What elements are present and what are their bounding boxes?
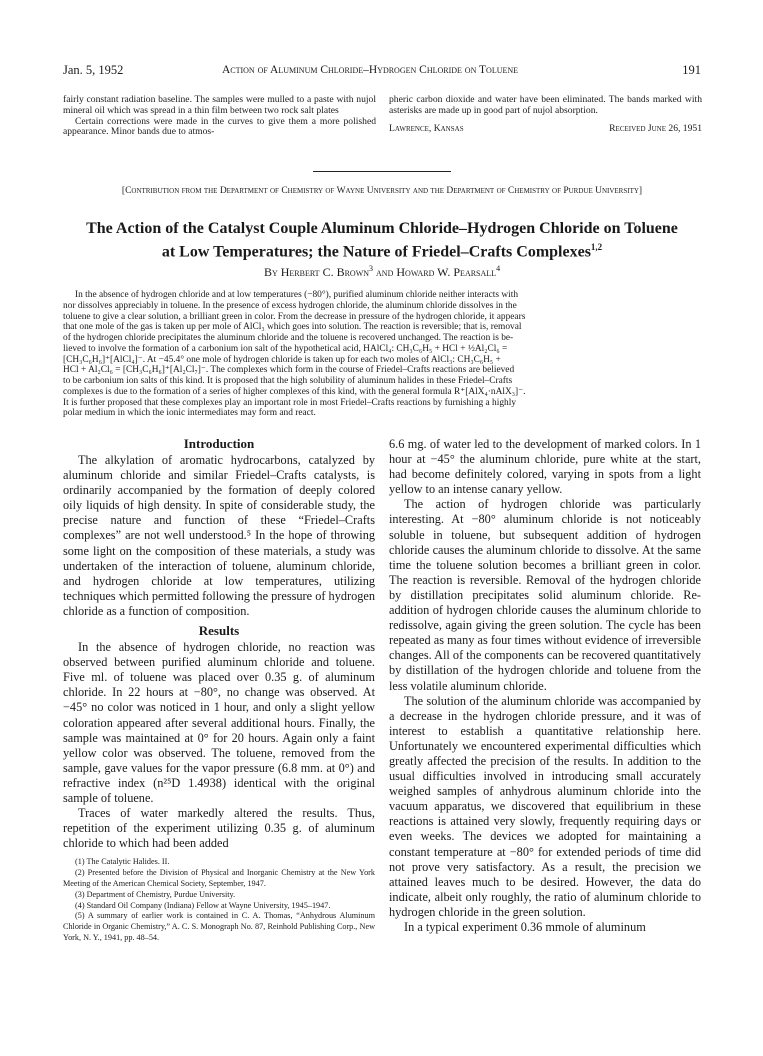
page-number: 191 (682, 63, 701, 77)
intro-paragraph: The alkylation of aromatic hydrocarbons, catalyzed by aluminum chloride and similar Friedel–Crafts catalysts, is ordinarily accompanied by the formation of deeply colored oily liquids of high density. In spite of considerable study, the precise nature and function of these “Friedel–Crafts complexes” are not well understood.⁵ In the hope of throwing some light on the composition of these materials, a study was undertaken of the interaction of toluene, aluminum chloride, and hydrogen chloride at low temperatures, utilizing techniques which permitted following the pressure of hydrogen chloride as a function of composition. (63, 453, 375, 618)
right-paragraph-2: The action of hydrogen chloride was particularly interesting. At −80° aluminum chloride is not noticeably soluble in toluene, but subsequent addition of hydrogen chloride causes the aluminum chloride to dissolve. At the same time the toluene solution becomes a brilliant green in color. The reaction is reversible. Removal of the hydrogen chloride by distillation precipitates solid aluminum chloride. Re-addition of hydrogen chloride causes the aluminum chloride to redissolve, again giving the green solution. The cycle has been repeated as many as four times without evidence of irreversible changes. All of the components can be recovered quantitatively by distillation of the hydrogen chloride and toluene from the less volatile aluminum chloride. (389, 497, 701, 693)
prev-left-p2: Certain corrections were made in the curves to give them a more polished appearance. Minor bands due to atmos- (63, 115, 376, 138)
author-1-footnote-ref: 3 (369, 264, 374, 273)
title-footnote-ref: 1,2 (590, 242, 603, 252)
prev-left-p1: fairly constant radiation baseline. The samples were mulled to a paste with nujol mineral oil which was spread in a thin film between two rock salt plates (63, 94, 376, 116)
abstract-line: complexes is due to the formation of a series of higher complexes of this kind, with the general formula R⁺[AlX₄·nAlX₃]⁻. (63, 386, 526, 397)
running-title: Action of Aluminum Chloride–Hydrogen Chloride on Toluene (221, 64, 519, 76)
left-column (63, 436, 375, 944)
and-label: and (376, 265, 394, 279)
footnote: (2) Presented before the Division of Physical and Inorganic Chemistry at the New York Meeting of the American Chemical Society, September, 1947. (63, 868, 375, 888)
results-paragraph-2: Traces of water markedly altered the results. Thus, repetition of the experiment utilizing 0.35 g. of aluminum chloride to which had been added (63, 806, 375, 851)
section-heading-results: Results (198, 623, 240, 639)
divider (313, 171, 451, 172)
footnote: (4) Standard Oil Company (Indiana) Fellow at Wayne University, 1945–1947. (75, 900, 331, 910)
right-paragraph-4: In a typical experiment 0.36 mmole of aluminum (404, 920, 646, 934)
prev-right-p1: pheric carbon dioxide and water have been eliminated. The bands marked with asterisks are made up in good part of nujol absorption. (389, 94, 702, 116)
author-1: Herbert C. Brown (280, 265, 370, 279)
article-title (63, 219, 701, 261)
title-line-1: The Action of the Catalyst Couple Aluminum Chloride–Hydrogen Chloride on Toluene (86, 220, 678, 237)
footnote: (5) A summary of earlier work is contained in C. A. Thomas, “Anhydrous Aluminum Chloride in Organic Chemistry,” A. C. S. Monograph No. 87, Reinhold Publishing Corp., New York, N. Y., 1941, pp. 48–54. (63, 911, 375, 942)
abstract (63, 290, 701, 419)
abstract-line: of the hydrogen chloride precipitates the aluminum chloride and the toluene is recovered unchanged. The reaction is be- (63, 333, 514, 343)
authors (63, 264, 701, 280)
header-date: Jan. 5, 1952 (63, 63, 124, 77)
abstract-line: lieved to involve the formation of a carbonium ion salt of the hypothetical acid, HAlCl₄: CH₃C₆H₅ + HCl + ½Al₂Cl₆ = (63, 343, 508, 354)
author-2: Howard W. Pearsall (396, 265, 497, 279)
author-2-footnote-ref: 4 (496, 264, 501, 273)
abstract-line: [CH₃C₆H₆]⁺[AlCl₄]⁻. At −45.4° one mole of hydrogen chloride is taken up for each two moles of AlCl₃: CH₃C₆H₅ + (63, 354, 501, 365)
abstract-line: In the absence of hydrogen chloride and at low temperatures (−80°), purified aluminum chloride neither interacts with (75, 290, 519, 300)
abstract-line: nor dissolves appreciably in toluene. In the presence of excess hydrogen chloride, the aluminum chloride dissolves in the (63, 300, 517, 311)
right-column (389, 437, 701, 935)
prev-article-left (63, 95, 376, 138)
footnote: (3) Department of Chemistry, Purdue University. (75, 889, 236, 899)
footnotes (63, 857, 375, 943)
abstract-line: It is further proposed that these complexes play an important role in most Friedel–Crafts reactions by furnishing a highly (63, 397, 517, 408)
by-label: By (263, 265, 278, 279)
footnote: (1) The Catalytic Halides. II. (75, 857, 170, 867)
abstract-line: polar medium in which the ionic intermediates may form and react. (63, 408, 316, 419)
section-heading-introduction: Introduction (183, 436, 255, 451)
right-paragraph-3: The solution of the aluminum chloride was accompanied by a decrease in the hydrogen chloride pressure, and it was of interest to establish a quantitative relationship here. Unfortunately we encountered experimental difficulties which greatly affected the precision of the results. In addition to the usual difficulties involved in introducing small accurately weighed samples of anhydrous aluminum chloride into the vacuum apparatus, we discovered that equilibrium in these reactions is attained very slowly, frequently requiring days or even weeks. The devices we adopted for maintaining a constant temperature at −80° for extended periods of time did not prove very satisfactory. As a result, the precision we attained leaves much to be desired. However, the data do indicate, albeit only roughly, the ratio of aluminum chloride to hydrogen chloride in the green solution. (389, 693, 701, 919)
received-date: Received June 26, 1951 (609, 122, 702, 134)
abstract-line: HCl + Al₂Cl₆ = [CH₃C₆H₆]⁺[Al₂Cl₇]⁻. The complexes which form in the course of Friedel–Crafts reactions are believed (63, 365, 515, 376)
abstract-line: to be carbonium ion salts of this kind. It is proposed that the high solubility of aluminum halides in these Friedel–Crafts (63, 376, 513, 386)
results-paragraph-1: In the absence of hydrogen chloride, no reaction was observed between purified aluminum chloride and toluene. Five ml. of toluene was placed over 0.35 g. of aluminum chloride. In 22 hours at −80°, no change was observed. At −45° no color was noticed in 1 hour, and only a slight yellow coloration appeared after several additional hours. Finally, the sample was maintained at 0° for 20 hours. Again only a faint yellow color was observed. The toluene, removed from the sample, gave values for the vapor pressure (6.8 mm. at 0°) and refractive index (n²⁵D 1.4938) identical with the original sample of toluene. (63, 640, 375, 805)
contribution-line: [Contribution from the Department of Chemistry of Wayne University and the Department of Chemistry of Purdue University] (121, 186, 643, 196)
title-line-2: at Low Temperatures; the Nature of Friedel–Crafts Complexes (161, 243, 591, 261)
abstract-line: that one mole of the gas is taken up per mole of AlCl₃ which goes into solution. The reaction is reversible; that is, removal (63, 322, 522, 333)
right-paragraph-1: 6.6 mg. of water led to the development of marked colors. In 1 hour at −45° the aluminum chloride, pure white at the start, had become definitely colored, varying in spots from a light yellow to an intense canary yellow. (389, 437, 701, 497)
prev-article-right (389, 95, 702, 136)
location: Lawrence, Kansas (389, 122, 464, 134)
abstract-line: toluene to give a clear solution, a brilliant green in color. From the decrease in pressure of the hydrogen chloride, it appears (63, 311, 526, 322)
